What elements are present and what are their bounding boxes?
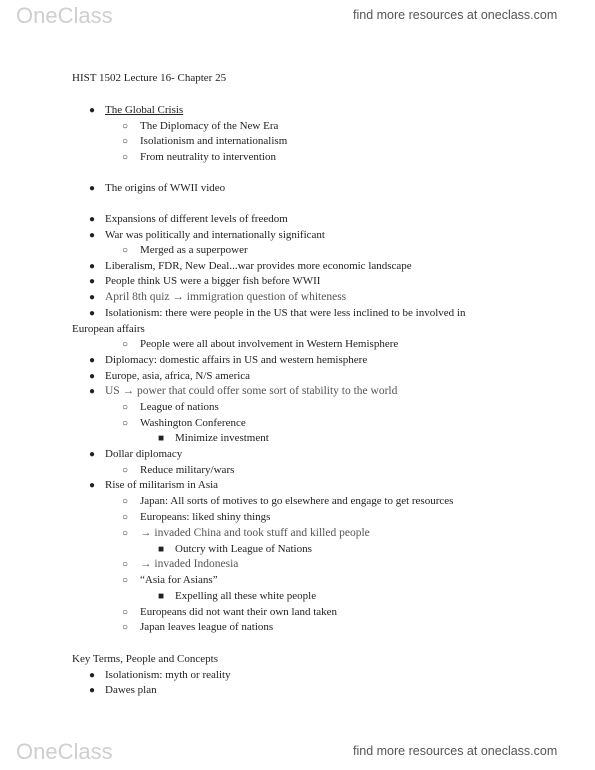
list-item: April 8th quiz → immigration question of whiteness bbox=[105, 291, 347, 303]
list-item: Minimize investment bbox=[175, 432, 269, 444]
bullet-icon: ● bbox=[89, 105, 96, 116]
key-terms-heading: Key Terms, People and Concepts bbox=[72, 653, 218, 665]
bullet-icon: ● bbox=[89, 261, 96, 272]
list-item: Isolationism: myth or reality bbox=[105, 669, 231, 681]
bullet-icon: ● bbox=[89, 386, 96, 397]
list-item: Expansions of different levels of freedom bbox=[105, 213, 288, 225]
list-item: Europeans: liked shiny things bbox=[140, 511, 271, 523]
header-tagline[interactable]: find more resources at oneclass.com bbox=[353, 8, 558, 22]
list-item: Isolationism: there were people in the US that were less inclined to be involved in bbox=[105, 307, 466, 319]
list-item: From neutrality to intervention bbox=[140, 151, 276, 163]
bullet-icon: ○ bbox=[122, 402, 129, 413]
list-item: People think US were a bigger fish before WWII bbox=[105, 275, 321, 287]
list-item: → invaded Indonesia bbox=[140, 558, 239, 570]
bullet-icon: ● bbox=[89, 670, 96, 681]
bullet-icon: ○ bbox=[122, 528, 129, 539]
bullet-icon: ● bbox=[89, 371, 96, 382]
list-item: Washington Conference bbox=[140, 417, 246, 429]
footer-tagline[interactable]: find more resources at oneclass.com bbox=[353, 744, 558, 758]
bullet-icon: ○ bbox=[122, 512, 129, 523]
bullet-icon: ○ bbox=[122, 339, 129, 350]
bullet-icon: ● bbox=[89, 214, 96, 225]
bullet-icon: ○ bbox=[122, 559, 129, 570]
list-item: “Asia for Asians” bbox=[140, 574, 218, 586]
bullet-icon: ○ bbox=[122, 136, 129, 147]
list-item: → invaded China and took stuff and killed people bbox=[140, 527, 370, 539]
bullet-icon: ● bbox=[89, 480, 96, 491]
list-item: US → power that could offer some sort of stability to the world bbox=[105, 385, 398, 397]
bullet-icon: ○ bbox=[122, 496, 129, 507]
oneclass-logo-text: OneClass bbox=[16, 3, 113, 28]
bullet-icon: ● bbox=[89, 292, 96, 303]
bullet-icon: ● bbox=[89, 276, 96, 287]
bullet-icon: ○ bbox=[122, 418, 129, 429]
list-item: Rise of militarism in Asia bbox=[105, 479, 219, 491]
bullet-icon: ○ bbox=[122, 465, 129, 476]
bullet-icon: ● bbox=[89, 230, 96, 241]
list-item: European affairs bbox=[72, 323, 145, 335]
list-item: Reduce military/wars bbox=[140, 464, 235, 476]
oneclass-logo-text: OneClass bbox=[16, 739, 113, 764]
bullet-icon: ● bbox=[89, 308, 96, 319]
bullet-icon: ■ bbox=[158, 433, 165, 444]
list-item: Liberalism, FDR, New Deal...war provides more economic landscape bbox=[105, 260, 412, 272]
bullet-icon: ● bbox=[89, 685, 96, 696]
list-item: War was politically and internationally significant bbox=[105, 229, 325, 241]
list-item: Japan: All sorts of motives to go elsewhere and engage to get resources bbox=[140, 495, 454, 507]
list-item: Isolationism and internationalism bbox=[140, 135, 288, 147]
list-item: League of nations bbox=[140, 401, 219, 413]
bullet-icon: ● bbox=[89, 449, 96, 460]
list-item: People were all about involvement in Western Hemisphere bbox=[140, 338, 399, 350]
bullet-icon: ○ bbox=[122, 622, 129, 633]
list-item: Japan leaves league of nations bbox=[140, 621, 274, 633]
list-item: The origins of WWII video bbox=[105, 182, 226, 194]
list-item: Europe, asia, africa, N/S america bbox=[105, 370, 251, 382]
oneclass-footer-logo[interactable] bbox=[16, 739, 113, 765]
bullet-icon: ● bbox=[89, 355, 96, 366]
list-item: Diplomacy: domestic affairs in US and western hemisphere bbox=[105, 354, 368, 366]
bullet-icon: ■ bbox=[158, 544, 165, 555]
list-item: Dawes plan bbox=[105, 684, 157, 696]
bullet-icon: ○ bbox=[122, 245, 129, 256]
bullet-icon: ○ bbox=[122, 152, 129, 163]
list-item: Europeans did not want their own land taken bbox=[140, 606, 338, 618]
list-item: The Global Crisis bbox=[105, 104, 184, 116]
bullet-icon: ○ bbox=[122, 121, 129, 132]
list-item: Outcry with League of Nations bbox=[175, 543, 312, 555]
list-item: Dollar diplomacy bbox=[105, 448, 183, 460]
document-title: HIST 1502 Lecture 16- Chapter 25 bbox=[72, 72, 227, 84]
bullet-icon: ○ bbox=[122, 575, 129, 586]
list-item: Expelling all these white people bbox=[175, 590, 317, 602]
bullet-icon: ○ bbox=[122, 607, 129, 618]
list-item: The Diplomacy of the New Era bbox=[140, 120, 279, 132]
bullet-icon: ■ bbox=[158, 591, 165, 602]
bullet-icon: ● bbox=[89, 183, 96, 194]
list-item: Merged as a superpower bbox=[140, 244, 248, 256]
